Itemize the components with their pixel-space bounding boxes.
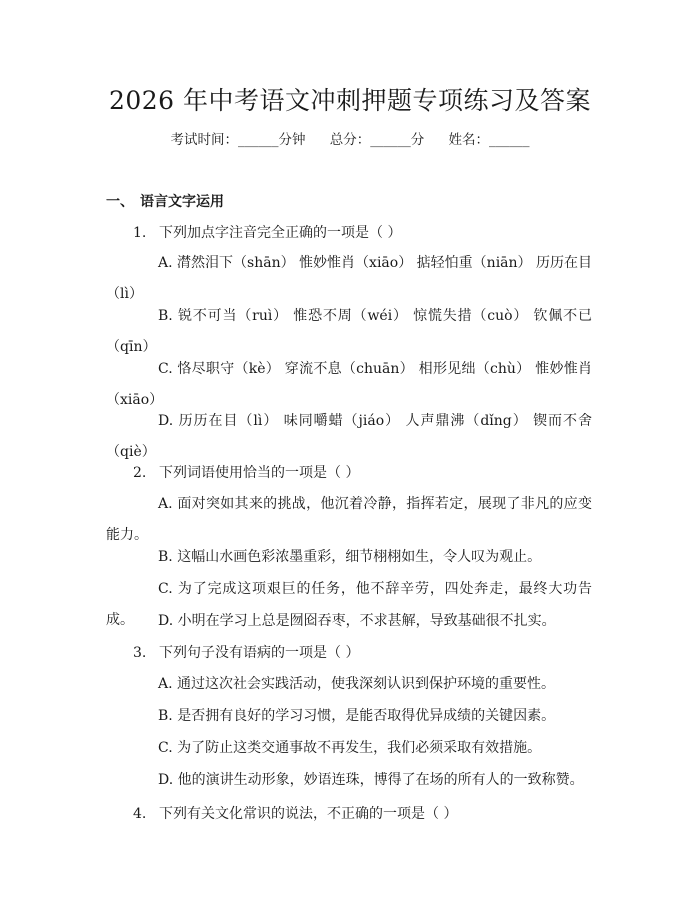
- question-number: 3.: [133, 645, 147, 661]
- exam-time: 考试时间：______分钟: [170, 132, 306, 148]
- question-2-option-d: D. 小明在学习上总是囫囵吞枣，不求甚解，导致基础很不扎实。: [158, 613, 556, 629]
- section-number: 一、: [106, 194, 134, 210]
- section-heading: [106, 192, 224, 212]
- exam-score: 总分：______分: [329, 132, 425, 148]
- question-number: 2.: [133, 465, 147, 481]
- question-2: [133, 463, 359, 483]
- question-number: 4.: [133, 806, 147, 822]
- question-2-option-a: A. 面对突如其来的挑战，他沉着冷静，指挥若定，展现了非凡的应变能力。: [106, 496, 592, 543]
- question-stem: 下列加点字注音完全正确的一项是（ ）: [159, 225, 402, 241]
- document-title: 2026 年中考语文冲刺押题专项练习及答案: [108, 86, 592, 115]
- question-1-option-d: D. 历历在目（lì） 味同嚼蜡（jiáo） 人声鼎沸（dǐng） 锲而不舍（qiè）: [106, 413, 592, 460]
- exam-meta: [0, 130, 700, 150]
- question-stem: 下列词语使用恰当的一项是（ ）: [159, 465, 360, 481]
- question-1-option-b: B. 锐不可当（ruì） 惟恐不周（wéi） 惊慌失措（cuò） 钦佩不已（qīn）: [106, 308, 592, 355]
- question-number: 1.: [133, 225, 147, 241]
- question-3-option-b: B. 是否拥有良好的学习习惯，是能否取得优异成绩的关键因素。: [158, 708, 556, 724]
- exam-name: 姓名：______: [448, 132, 530, 148]
- question-1-option-a: A. 潸然泪下（shān） 惟妙惟肖（xiāo） 掂轻怕重（niān） 历历在目（lì）: [106, 255, 592, 302]
- section-title: 语言文字运用: [140, 194, 224, 210]
- question-4: [133, 804, 457, 824]
- question-3: [133, 643, 359, 663]
- question-2-option-b: B. 这幅山水画色彩浓墨重彩，细节栩栩如生，令人叹为观止。: [158, 549, 542, 565]
- question-stem: 下列有关文化常识的说法，不正确的一项是（ ）: [159, 806, 458, 822]
- question-1: [133, 223, 401, 243]
- question-3-option-d: D. 他的演讲生动形象，妙语连珠，博得了在场的所有人的一致称赞。: [158, 772, 584, 788]
- question-stem: 下列句子没有语病的一项是（ ）: [159, 645, 360, 661]
- question-3-option-a: A. 通过这次社会实践活动，使我深刻认识到保护环境的重要性。: [158, 676, 556, 692]
- question-2-option-c: C. 为了完成这项艰巨的任务，他不辞辛劳，四处奔走，最终大功告成。: [106, 581, 592, 628]
- question-1-option-c: C. 恪尽职守（kè） 穿流不息（chuān） 相形见绌（chù） 惟妙惟肖（xiāo）: [106, 361, 592, 408]
- question-3-option-c: C. 为了防止这类交通事故不再发生，我们必须采取有效措施。: [158, 740, 542, 756]
